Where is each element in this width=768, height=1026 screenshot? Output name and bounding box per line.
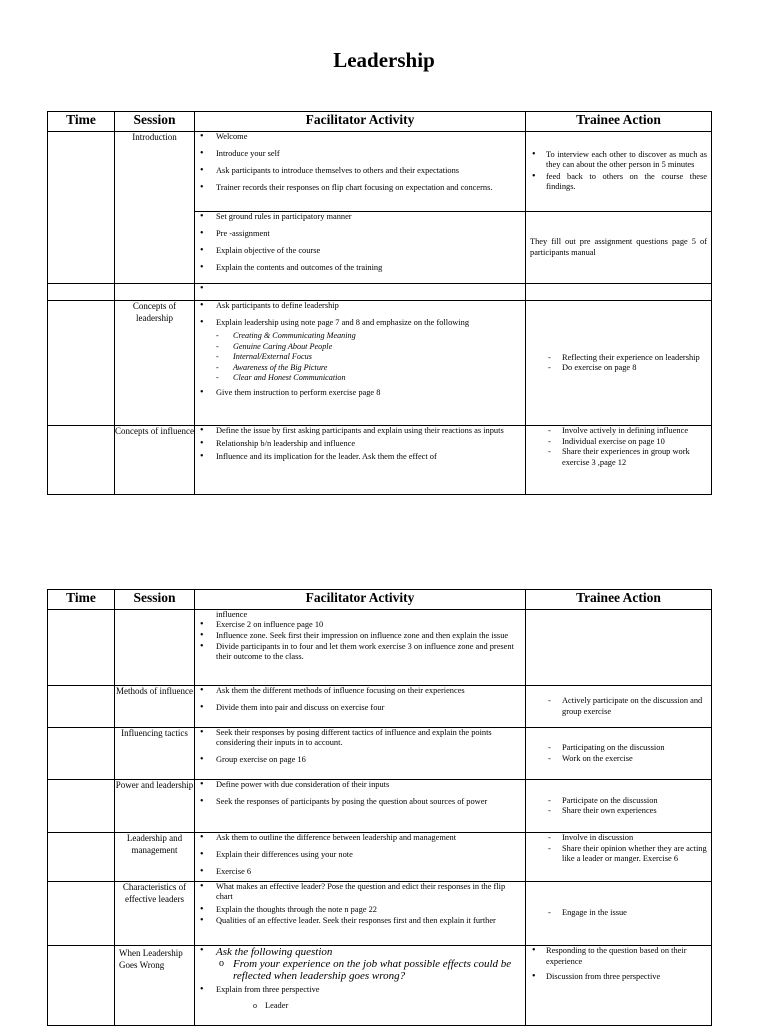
list-item: - Participating on the discussion bbox=[526, 743, 711, 754]
list-item: - Clear and Honest Communication bbox=[195, 373, 525, 384]
list-item: • Divide participants in to four and let them work exercise 3 on influence zone and present their outcome to the class. bbox=[195, 642, 521, 662]
list-item: - Share their own experiences bbox=[526, 806, 711, 817]
list-item: - Internal/External Focus bbox=[195, 352, 525, 363]
list-item: - Reflecting their experience on leadership bbox=[526, 353, 711, 364]
list-item: • Responding to the question based on their experience bbox=[526, 946, 711, 967]
list-item: • Ask them to outline the difference between leadership and management bbox=[195, 833, 521, 843]
header-trainee: Trainee Action bbox=[526, 112, 712, 132]
header-time: Time bbox=[48, 112, 115, 132]
facilitator-continuation bbox=[195, 610, 526, 686]
list-item: • Pre -assignment bbox=[195, 229, 521, 239]
trainee-intro-2 bbox=[526, 212, 712, 284]
time-cell bbox=[48, 728, 115, 780]
session-table-1 bbox=[47, 111, 712, 495]
list-item: • Influence zone. Seek first their impression on influence zone and then explain the issue bbox=[195, 631, 521, 641]
header-session: Session bbox=[115, 590, 195, 610]
list-item: • Ask participants to introduce themselves to others and their expectations bbox=[195, 166, 521, 176]
list-item: • Explain their differences using your note bbox=[195, 850, 521, 860]
session-concepts-influence: Concepts of influence bbox=[115, 426, 195, 495]
list-item: • To interview each other to discover as much as they can about the other person in 5 minutes bbox=[526, 150, 711, 171]
header-time: Time bbox=[48, 590, 115, 610]
list-item: • Qualities of an effective leader. Seek their responses first and then explain it further bbox=[195, 916, 521, 926]
list-item: - Share their opinion whether they are acting like a leader or manger. Exercise 6 bbox=[526, 844, 711, 865]
empty-bullet-cell bbox=[195, 284, 526, 301]
list-item: - Involve in discussion bbox=[526, 833, 711, 844]
header-facilitator: Facilitator Activity bbox=[195, 590, 526, 610]
trainee-management bbox=[526, 833, 712, 882]
list-item: • Set ground rules in participatory manner bbox=[195, 212, 521, 222]
list-item: • Explain from three perspective bbox=[195, 985, 521, 995]
session-concepts-leadership: Concepts of leadership bbox=[115, 301, 195, 426]
time-cell bbox=[48, 946, 115, 1026]
list-item: • Relationship b/n leadership and influence bbox=[195, 439, 521, 449]
list-item: • feed back to others on the course these findings. bbox=[526, 172, 711, 193]
list-item: • Discussion from three perspective bbox=[526, 972, 711, 983]
facilitator-wrong bbox=[195, 946, 526, 1026]
list-item: • Define the issue by first asking participants and explain using their reactions as inputs bbox=[195, 426, 521, 436]
list-item: • Influence and its implication for the leader. Ask them the effect of bbox=[195, 452, 521, 462]
session-characteristics: Characteristics of effective leaders bbox=[115, 882, 195, 946]
trainee-intro-1 bbox=[526, 132, 712, 212]
session-methods-influence: Methods of influence bbox=[115, 686, 195, 728]
list-item: - Do exercise on page 8 bbox=[526, 363, 711, 374]
list-item bbox=[195, 946, 521, 958]
list-item: - Awareness of the Big Picture bbox=[195, 363, 525, 374]
list-item: - Individual exercise on page 10 bbox=[526, 437, 711, 448]
trainee-tactics bbox=[526, 728, 712, 780]
session-leadership-wrong: When Leadership Goes Wrong bbox=[115, 946, 195, 1026]
facilitator-tactics bbox=[195, 728, 526, 780]
list-item: • Give them instruction to perform exercise page 8 bbox=[195, 388, 521, 398]
list-item: • Group exercise on page 16 bbox=[195, 755, 521, 765]
continued-text: influence bbox=[216, 610, 248, 619]
time-cell bbox=[48, 301, 115, 426]
list-item: - Genuine Caring About People bbox=[195, 342, 525, 353]
list-item: • Exercise 2 on influence page 10 bbox=[195, 620, 521, 630]
page-title: Leadership bbox=[333, 48, 435, 72]
time-cell bbox=[48, 426, 115, 495]
session-introduction: Introduction bbox=[115, 132, 195, 284]
time-cell bbox=[48, 833, 115, 882]
trainee-characteristics bbox=[526, 882, 712, 946]
empty-cell bbox=[115, 610, 195, 686]
list-item: • Define power with due consideration of their inputs bbox=[195, 780, 521, 790]
time-cell bbox=[48, 132, 115, 284]
facilitator-methods bbox=[195, 686, 526, 728]
facilitator-management bbox=[195, 833, 526, 882]
facilitator-characteristics bbox=[195, 882, 526, 946]
list-item: • Seek their responses by posing different tactics of influence and explain the points considering their inputs in to account. bbox=[195, 728, 521, 748]
empty-cell bbox=[526, 610, 712, 686]
list-item: - Actively participate on the discussion and group exercise bbox=[526, 696, 711, 717]
list-item: • What makes an effective leader? Pose the question and edict their responses in the flip chart bbox=[195, 882, 521, 902]
facilitator-concepts-influence bbox=[195, 426, 526, 495]
facilitator-intro-2 bbox=[195, 212, 526, 284]
list-item: - Participate on the discussion bbox=[526, 796, 711, 807]
list-item: • Ask them the different methods of influence focusing on their experiences bbox=[195, 686, 521, 696]
list-item: • Exercise 6 bbox=[195, 867, 521, 877]
facilitator-power bbox=[195, 780, 526, 833]
trainee-wrong bbox=[526, 946, 712, 1026]
trainee-concepts-leadership bbox=[526, 301, 712, 426]
session-power-leadership: Power and leadership bbox=[115, 780, 195, 833]
session-table-2 bbox=[47, 589, 712, 1026]
header-facilitator: Facilitator Activity bbox=[195, 112, 526, 132]
list-item: - Work on the exercise bbox=[526, 754, 711, 765]
time-cell bbox=[48, 780, 115, 833]
trainee-concepts-influence bbox=[526, 426, 712, 495]
list-item: • Trainer records their responses on flip chart focusing on expectation and concerns. bbox=[195, 183, 521, 193]
time-cell bbox=[48, 686, 115, 728]
list-item: • Seek the responses of participants by posing the question about sources of power bbox=[195, 797, 521, 807]
list-item: • Introduce your self bbox=[195, 149, 521, 159]
list-item: • Ask participants to define leadership bbox=[195, 301, 521, 311]
list-item: - Creating & Communicating Meaning bbox=[195, 331, 525, 342]
session-influencing-tactics: Influencing tactics bbox=[115, 728, 195, 780]
trainee-text: They fill out pre assignment questions page 5 of participants manual bbox=[530, 237, 707, 257]
session-leadership-management: Leadership and management bbox=[115, 833, 195, 882]
list-item: - Engage in the issue bbox=[526, 908, 711, 919]
list-item: o Leader bbox=[195, 1001, 525, 1011]
trainee-methods bbox=[526, 686, 712, 728]
time-cell bbox=[48, 882, 115, 946]
list-item: • Explain the contents and outcomes of the training bbox=[195, 263, 521, 273]
list-item: - Share their experiences in group work exercise 3 ,page 12 bbox=[526, 447, 711, 468]
question-text: Ask the following question bbox=[216, 946, 333, 958]
time-cell bbox=[48, 610, 115, 686]
empty-cell bbox=[526, 284, 712, 301]
list-item: • Welcome bbox=[195, 132, 521, 142]
facilitator-intro-1 bbox=[195, 132, 526, 212]
trainee-power bbox=[526, 780, 712, 833]
facilitator-concepts-leadership bbox=[195, 301, 526, 426]
list-item: • Explain leadership using note page 7 and 8 and emphasize on the following bbox=[195, 318, 521, 328]
list-item: - Involve actively in defining influence bbox=[526, 426, 711, 437]
list-item: • Explain the thoughts through the note n page 22 bbox=[195, 905, 521, 915]
empty-cell bbox=[48, 284, 115, 301]
list-item: • Divide them into pair and discuss on exercise four bbox=[195, 703, 521, 713]
empty-cell bbox=[115, 284, 195, 301]
header-trainee: Trainee Action bbox=[526, 590, 712, 610]
list-item: o From your experience on the job what possible effects could be reflected when leadership goes wrong? bbox=[195, 958, 525, 982]
list-item: • Explain objective of the course bbox=[195, 246, 521, 256]
header-session: Session bbox=[115, 112, 195, 132]
